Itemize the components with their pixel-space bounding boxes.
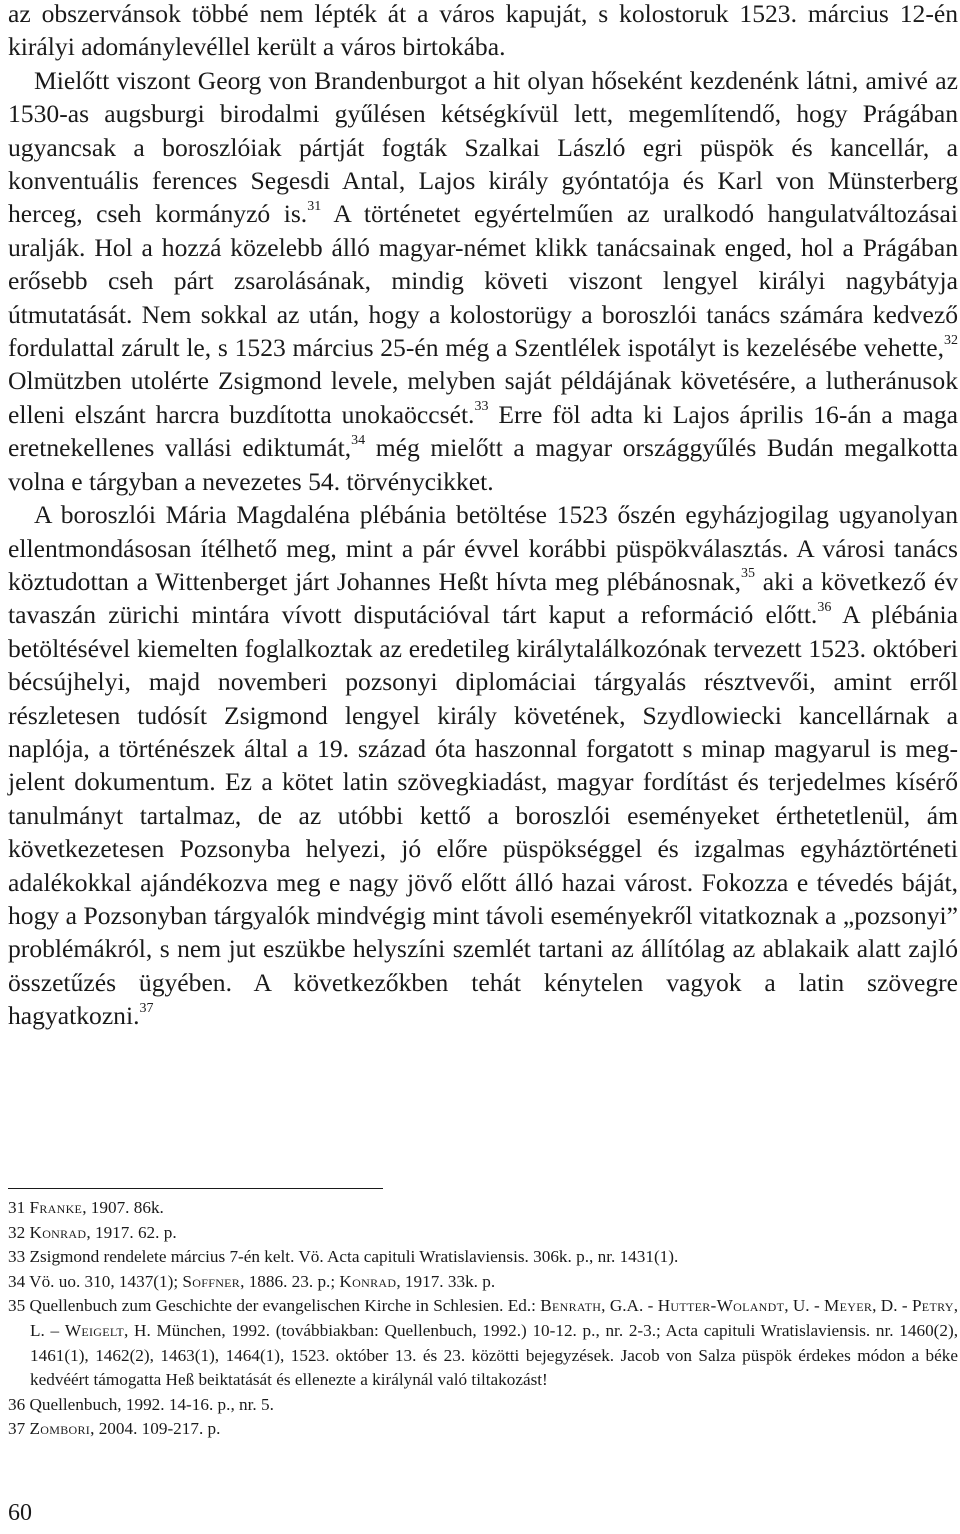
footnote-35-author-2: Hutter-Wolandt (657, 1296, 785, 1316)
paragraph-3-text-b: aki a következő év tavaszán zürichi mintára vívott disputációval tárt kaput a reformáció előtt. (8, 566, 958, 630)
footnote-35 (8, 1294, 958, 1392)
footnote-ref-36[interactable]: 36 (817, 599, 832, 615)
paragraph-2-text-a: Mielőtt viszont Georg von Brandenburgot a hit olyan hőseként kezdenénk látni, amivé az 1530-as augsburgi birodalmi gyűlésen kétségkívül lett, megemlítendő, hogy Prágában ugyancsak a boroszlóiak pártját fogták Szalkai László egri püspök és kancellár, a konventuális ferences Segesdi Antal, Lajos király gyóntatója és Karl von Münsterberg herceg, cseh kormányzó is. (8, 65, 958, 229)
footnotes (8, 1196, 958, 1442)
paragraph-2-text-c: Olmützben utolérte Zsigmond levele, melyben saját példájának követésére, a lutheránusok elleni elszánt harcra buzdította unokaöccsét. (8, 366, 958, 429)
footnote-ref-34[interactable]: 34 (351, 432, 366, 448)
footnote-35-author-1: Benrath (540, 1296, 602, 1316)
footnote-31 (8, 1196, 958, 1221)
paragraph-2-text-e: még mielőtt a magyar országgyűlés Budán megalkotta volna e tárgyban a nevezetes 54. törvénycikket. (8, 433, 959, 496)
paragraph-3-text-c: A plébánia betöltésével kiemelten foglalkoztak az eredetileg királytalálkozónak tervezett 1523. októberi bécsújhelyi, majd novemberi pozsonyi diplomáciai tárgyalás résztvevői, amint erről részletesen tudósít Zsigmond lengyel király követének, Szydlowiecki kancellárnak a naplója, a történészek által a 19. század óta haszonnal forgatott s minap magyarul is megjelent dokumentum. Ez a kötet latin szövegkiadást, magyar fordítást és terjedelmes kísérő tanulmányt tartalmaz, de az utóbbi kettő a boroszlói eseményeket érthetetlenül, ám következetesen Pozsonyba helyezi, jó előre püspökséggel és izgalmas egyháztörténeti adalékokkal ajándékozva meg e nagy jövő előtt álló hazai várost. Fokozza e tévedés báját, hogy a Pozsonyban tárgyalók mindvégig mint távoli eseményekről vitatkoznak a „pozsonyi” problémákról, s nem jut eszükbe helyszíni szemlét tartani az állítólag az ablakaik alatt zajló összetűzés ügyében. A következőkben tehát kénytelen vagyok a latin szövegre hagyatkozni. (8, 600, 958, 1031)
footnote-37-text: , 2004. 109-217. p. (90, 1419, 221, 1439)
footnote-32-text: , 1917. 62. p. (86, 1222, 177, 1242)
footnote-35-author-3: Meyer (824, 1296, 873, 1316)
footnote-34-author-1: Soffner (182, 1271, 241, 1291)
footnote-ref-32[interactable]: 32 (944, 332, 958, 348)
paragraph-2-text-d: Erre föl adta ki Lajos április 16-án a maga eretnekellenes vallási ediktumát, (8, 399, 958, 463)
footnote-34-text-a: 34 Vö. uo. 310, 1437(1); (8, 1271, 183, 1291)
footnote-35-author-5: Weigelt (64, 1320, 125, 1340)
page-body (8, 0, 958, 1033)
paragraph-3-text-a: A boroszlói Mária Magdaléna plébánia betöltése 1523 őszén egyházjogilag ugyanolyan ellentmondásosan ítélhető meg, mint a pár évvel korábbi püspökválasztás. A városi tanács köztudottan a Wittenberget járt Johannes Heßt hívta meg plébánosnak, (8, 500, 958, 596)
paragraph-2 (8, 64, 958, 498)
footnote-37-author: Zombori (29, 1419, 91, 1439)
footnote-31-number: 31 (8, 1198, 26, 1217)
footnote-ref-31[interactable]: 31 (307, 198, 322, 214)
paragraph-3 (8, 498, 958, 1033)
page-number: 60 (8, 1500, 32, 1526)
footnote-37 (8, 1417, 958, 1442)
paragraph-1: az obszervánsok többé nem lépték át a város kapuját, s kolostoruk 1523. március 12-én királyi adománylevéllel került a város birtokába. (8, 0, 958, 62)
footnote-31-author: Franke (29, 1198, 83, 1217)
footnote-35-text-e: , L. – (30, 1296, 958, 1340)
footnote-ref-35[interactable]: 35 (741, 566, 756, 582)
footnote-33: 33 Zsigmond rendelete március 7-én kelt. Vö. Acta capituli Wratislaviensis. 306k. p., nr. 1431(1). (8, 1247, 679, 1267)
footnote-34 (8, 1270, 958, 1295)
footnote-35-author-4: Petry (911, 1296, 954, 1316)
footnote-37-number: 37 (8, 1419, 26, 1439)
footnote-32-number: 32 (8, 1222, 26, 1242)
footnote-ref-37[interactable]: 37 (139, 1000, 154, 1016)
footnote-35-text-d: , D. - (872, 1296, 912, 1316)
footnote-34-author-2: Konrad (339, 1271, 397, 1291)
footnote-divider (8, 1188, 383, 1189)
footnote-34-text-c: , 1917. 33k. p. (396, 1271, 496, 1291)
footnote-35-text-c: , U. - (784, 1296, 825, 1316)
footnote-35-text-a: 35 Quellenbuch zum Geschichte der evangelischen Kirche in Schlesien. Ed.: (8, 1296, 541, 1316)
footnote-32-author: Konrad (29, 1222, 87, 1242)
footnote-35-text-f: , H. München, 1992. (továbbiakban: Quellenbuch, 1992.) 10-12. p., nr. 2-3.; Acta capituli Wratislaviensis. nr. 1460(2), 1461(1), 1462(2), 1463(1), 1464(1), 1523. október 13. és 23. közötti bejegyzések. Jacob von Salza püspök érdekes módon a béke kedvéért támogatta Heß beiktatását és ellenezte a királynál való tiltakozást! (30, 1320, 959, 1390)
footnote-34-text-b: , 1886. 23. p.; (240, 1271, 340, 1291)
footnote-36: 36 Quellenbuch, 1992. 14-16. p., nr. 5. (8, 1394, 274, 1414)
footnote-32 (8, 1221, 958, 1246)
footnote-31-text: , 1907. 86k. (82, 1198, 164, 1217)
footnote-ref-33[interactable]: 33 (474, 399, 489, 415)
footnote-35-text-b: , G.A. - (601, 1296, 658, 1316)
main-text (8, 0, 958, 1033)
paragraph-2-text-b: A történetet egyértelműen az uralkodó hangulatváltozásai uralják. Hol a hozzá közelebb álló magyar-német klikk tanácsainak enged, hol a Prágában erősebb cseh párt zsarolásának, mindig követi viszont lengyel királyi nagybátyja útmutatását. Nem sokkal az után, hogy a kolostorügy a boroszlói tanács számára kedvező fordulattal zárult le, s 1523 március 25-én még a Szentlélek ispotályt is kezelésébe vehette, (8, 199, 958, 363)
